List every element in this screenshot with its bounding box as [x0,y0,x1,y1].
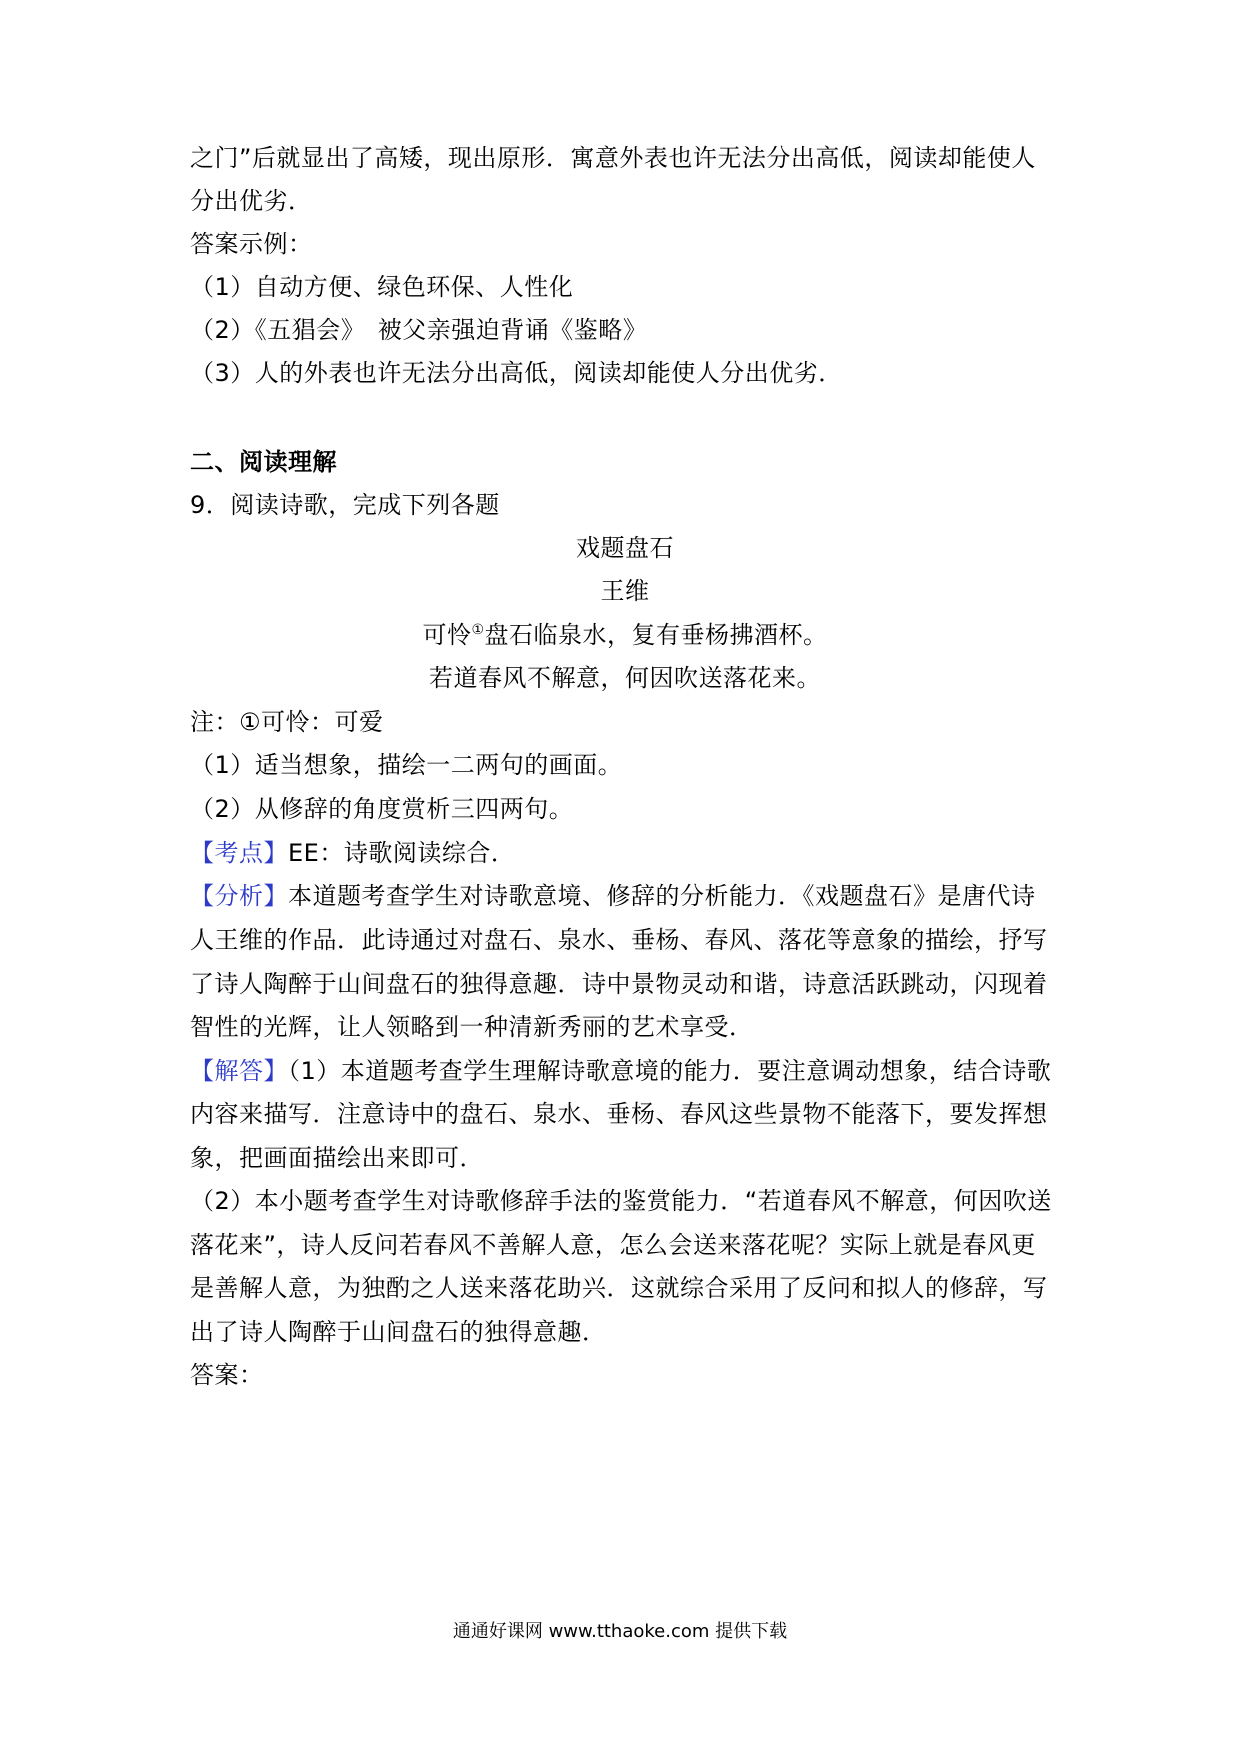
jieda-line-5: 落花来”，诗人反问若春风不善解人意，怎么会送来落花呢？实际上就是春风更 [190,1231,1036,1259]
footnote-marker: ① [471,622,485,638]
jieda-line-6: 是善解人意，为独酌之人送来落花助兴．这就综合采用了反问和拟人的修辞，写 [190,1274,1048,1302]
jieda-line-1 [190,1056,1051,1086]
fenxi-line-3: 了诗人陶醉于山间盘石的独得意趣．诗中景物灵动和谐，诗意活跃跳动，闪现着 [190,970,1048,998]
fenxi-line-2: 人王维的作品．此诗通过对盘石、泉水、垂杨、春风、落花等意象的描绘，抒写 [190,926,1048,954]
answer-1: （1）自动方便、绿色环保、人性化 [190,273,574,301]
poem-line-1 [190,620,1060,650]
fenxi-line-4: 智性的光辉，让人领略到一种清新秀丽的艺术享受． [190,1013,754,1041]
subquestion-1: （1）适当想象，描绘一二两句的画面。 [190,751,623,779]
kaodian-text: EE：诗歌阅读综合． [288,839,516,867]
jieda-line-7: 出了诗人陶醉于山间盘石的独得意趣． [190,1318,607,1346]
question-9: 9．阅读诗歌，完成下列各题 [190,491,500,519]
jieda-line-2: 内容来描写．注意诗中的盘石、泉水、垂杨、春风这些景物不能落下，要发挥想 [190,1100,1048,1128]
jieda-line-4: （2）本小题考查学生对诗歌修辞手法的鉴赏能力．“若道春风不解意，何因吹送 [190,1187,1052,1215]
answer-3: （3）人的外表也许无法分出高低，阅读却能使人分出优劣． [190,359,843,387]
answer-label: 答案： [190,1361,264,1389]
poem-title: 戏题盘石 [576,534,674,562]
fenxi-text-1: 本道题考查学生对诗歌意境、修辞的分析能力．《戏题盘石》是唐代诗 [288,882,1036,910]
poem-line-1-start: 可怜 [422,621,472,649]
poem-line-1-end: 盘石临泉水，复有垂杨拂酒杯。 [484,621,828,649]
poem-line-2: 若道春风不解意，何因吹送落花来。 [429,664,821,692]
intro-line-2: 分出优劣． [190,187,313,215]
jieda-line-3: 象，把画面描绘出来即可． [190,1144,484,1172]
kaodian-tag: 【考点】 [190,839,288,867]
poem-note: 注：①可怜：可爱 [190,708,384,736]
poem-author: 王维 [600,577,650,605]
fenxi-line-1 [190,881,1036,911]
subquestion-2: （2）从修辞的角度赏析三四两句。 [190,795,574,823]
jieda-text-1: （1）本道题考查学生理解诗歌意境的能力．要注意调动想象，结合诗歌 [288,1057,1052,1085]
fenxi-tag: 【分析】 [190,882,288,910]
kaodian-line [190,838,515,868]
footer-credit: 通通好课网 www.tthaoke.com 提供下载 [452,1621,788,1642]
intro-line-1: 之门”后就显出了高矮，现出原形．寓意外表也许无法分出高低，阅读却能使人 [190,144,1036,172]
jieda-tag: 【解答】 [190,1057,288,1085]
section-heading: 二、阅读理解 [190,448,337,476]
answer-2: （2）《五猖会》 被父亲强迫背诵《鉴略》 [190,316,648,344]
answer-example-label: 答案示例： [190,230,313,258]
